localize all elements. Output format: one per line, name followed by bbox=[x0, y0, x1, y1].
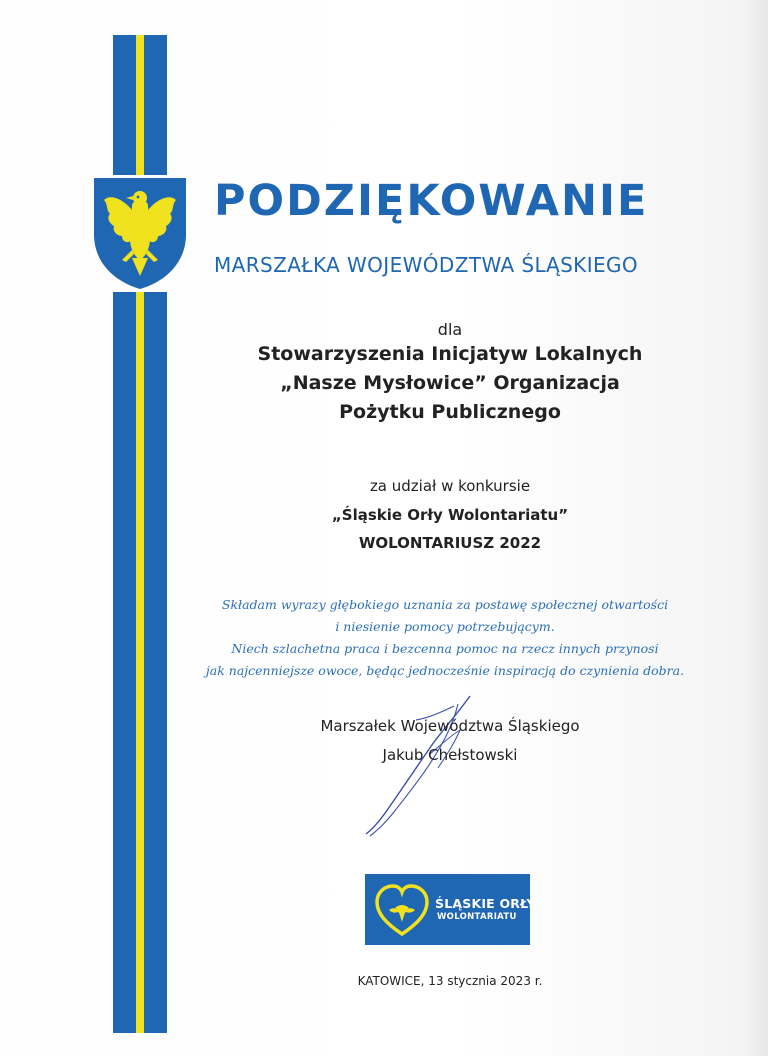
message-line: i niesienie pomocy potrzebującym. bbox=[335, 619, 555, 634]
signer-name: Jakub Chełstowski bbox=[382, 746, 518, 764]
gratitude-message bbox=[190, 594, 700, 682]
coat-of-arms-eagle-icon bbox=[92, 176, 188, 291]
recipient-line: Pożytku Publicznego bbox=[339, 401, 561, 423]
stripe-yellow-line bbox=[136, 292, 144, 1033]
contest-year: WOLONTARIUSZ 2022 bbox=[358, 534, 542, 552]
for-word: dla bbox=[437, 320, 463, 339]
place-and-date: KATOWICE, 13 stycznia 2023 r. bbox=[357, 974, 543, 988]
handwritten-signature bbox=[350, 690, 490, 840]
stripe-top bbox=[113, 35, 167, 175]
page-edge-shadow bbox=[746, 0, 768, 1056]
heart-eagle-logo-icon bbox=[371, 880, 433, 940]
message-line: Składam wyrazy głębokiego uznania za postawę społecznej otwartości bbox=[221, 597, 669, 612]
stripe-yellow-line bbox=[136, 35, 144, 175]
recipient-line: Stowarzyszenia Inicjatyw Lokalnych bbox=[257, 343, 643, 365]
contest-name: „Śląskie Orły Wolontariatu” bbox=[331, 506, 569, 524]
program-logo bbox=[365, 874, 536, 945]
logo-line-2: WOLONTARIATU bbox=[437, 912, 517, 922]
contest-intro: za udział w konkursie bbox=[369, 477, 531, 495]
stripe-bottom bbox=[113, 292, 167, 1033]
message-line: Niech szlachetna praca i bezcenna pomoc na rzecz innych przynosi bbox=[231, 641, 659, 656]
certificate-subtitle: MARSZAŁKA WOJEWÓDZTWA ŚLĄSKIEGO bbox=[214, 253, 639, 277]
recipient-organization bbox=[200, 340, 700, 427]
message-line: jak najcenniejsze owoce, będąc jednocześnie inspiracją do czynienia dobra. bbox=[205, 663, 685, 678]
recipient-line: „Nasze Mysłowice” Organizacja bbox=[280, 372, 620, 394]
signer-title: Marszałek Województwa Śląskiego bbox=[320, 717, 580, 735]
logo-line-1: ŚLĄSKIE ORŁY bbox=[435, 896, 536, 911]
certificate-title: PODZIĘKOWANIE bbox=[214, 176, 649, 226]
